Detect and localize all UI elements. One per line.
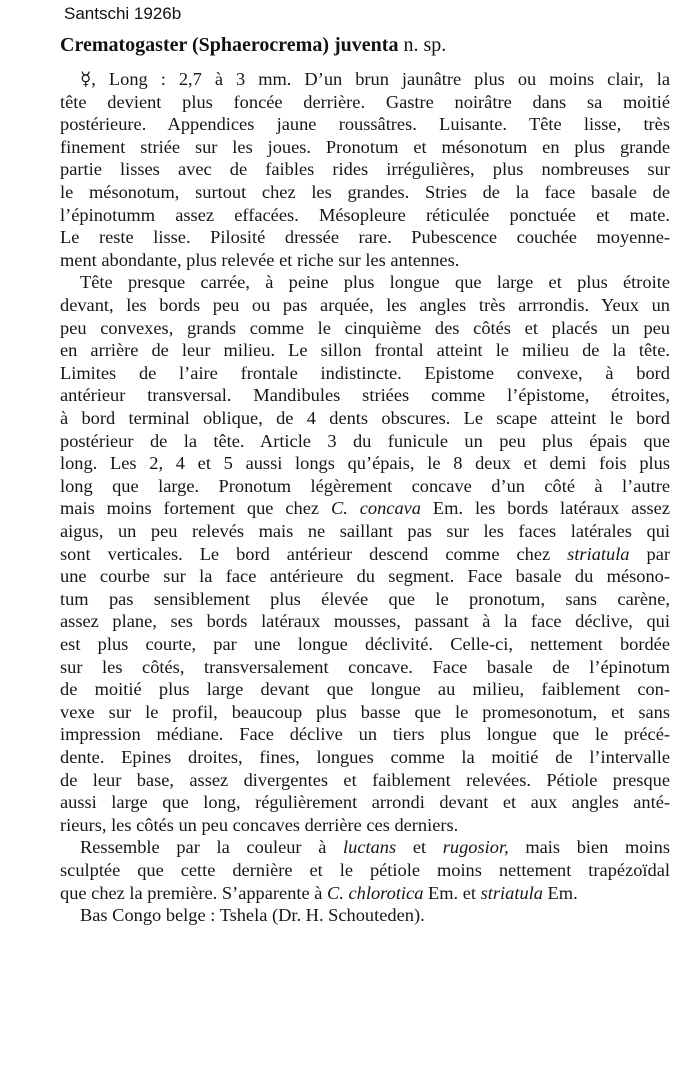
text-line <box>60 249 670 271</box>
text-run: sur les côtés, transversalement concave. Face basale de l’épinotum <box>60 656 670 677</box>
text-line <box>60 882 670 904</box>
text-line <box>60 610 670 632</box>
text-run: sculptée que cette dernière et le pétiole moins nettement trapézoïdal <box>60 860 670 880</box>
text-line <box>60 384 670 406</box>
italic-taxon-name: striatula <box>480 882 543 903</box>
text-run: le mésonotum, surtout chez les grandes. Stries de la face basale de <box>60 182 670 202</box>
text-line <box>60 362 670 384</box>
text-line <box>60 520 670 542</box>
text-line <box>60 339 670 361</box>
text-run: et <box>396 837 443 858</box>
italic-taxon-name: C. chlorotica <box>327 882 424 903</box>
species-title <box>60 34 446 57</box>
text-run: ment abondante, plus relevée et riche sur les antennes. <box>60 249 460 270</box>
text-run: impression médiane. Face déclive un tiers plus longue que le précé- <box>60 724 670 745</box>
text-run: tête devient plus foncée derrière. Gastre noirâtre dans sa moitié <box>60 91 670 112</box>
text-line <box>60 723 670 745</box>
text-run: long que large. Pronotum légèrement concave d’un côté à l’autre <box>60 475 670 496</box>
text-line <box>80 836 670 858</box>
text-run: vexe sur le profil, beaucoup plus basse que le promesonotum, et sans <box>60 701 670 722</box>
text-line <box>60 656 670 678</box>
species-status: n. sp. <box>403 34 447 56</box>
text-run: dente. Epines droites, fines, longues comme la moitié de l’intervalle <box>60 747 670 767</box>
text-run: Bas Congo belge : Tshela (Dr. H. Schouteden). <box>80 905 425 926</box>
text-run: antérieur transversal. Mandibules striées comme l’épistome, étroites, <box>60 385 670 406</box>
text-line <box>60 294 670 316</box>
text-line <box>60 791 670 813</box>
text-run: mais bien moins <box>508 837 671 858</box>
text-run: ☿, Long : 2,7 à 3 mm. D’un brun jaunâtre plus ou moins clair, la <box>80 69 670 89</box>
text-run: de leur base, assez divergentes et faiblement relevées. Pétiole presque <box>60 769 670 790</box>
italic-taxon-name: rugosior, <box>442 837 509 858</box>
text-run: Em. <box>542 882 578 903</box>
text-line <box>60 91 670 113</box>
text-run: Em. les bords latéraux assez <box>421 498 670 519</box>
text-line <box>60 204 670 226</box>
text-run: Le reste lisse. Pilosité dressée rare. Pubescence couchée moyenne- <box>60 227 670 248</box>
text-line <box>80 904 670 926</box>
text-line <box>80 68 670 90</box>
text-run: devant, les bords peu ou pas arquée, les angles très arrrondis. Yeux un <box>60 295 670 315</box>
italic-taxon-name: striatula <box>567 543 630 564</box>
species-name: Crematogaster (Sphaerocrema) juventa <box>60 34 399 56</box>
text-run: tum pas sensiblement plus élevée que le pronotum, sans carène, <box>60 588 670 609</box>
text-line <box>60 701 670 723</box>
text-line <box>60 226 670 248</box>
text-run: aigus, un peu relevés mais ne saillant pas sur les faces latérales qui <box>60 521 670 541</box>
text-run: à bord terminal oblique, de 4 dents obscures. Le scape atteint le bord <box>60 408 670 428</box>
italic-taxon-name: C. concava <box>330 498 421 519</box>
text-run: de moitié plus large devant que longue au milieu, faiblement con- <box>60 679 670 700</box>
text-run: partie lisses avec de faibles rides irrégulières, plus nombreuses sur <box>60 159 670 180</box>
text-run: par <box>629 543 670 564</box>
text-line <box>60 430 670 452</box>
text-run: long. Les 2, 4 et 5 aussi longs qu’épais, le 8 deux et demi fois plus <box>60 453 670 474</box>
text-run: en arrière de leur milieu. Le sillon frontal atteint le milieu de la tête. <box>60 340 670 361</box>
text-run: Limites de l’aire frontale indistincte. Epistome convexe, à bord <box>60 362 670 383</box>
text-line <box>60 136 670 158</box>
text-line <box>60 113 670 135</box>
text-run: sont verticales. Le bord antérieur descend comme chez <box>60 543 568 564</box>
text-line <box>60 543 670 565</box>
text-run: aussi large que long, régulièrement arrondi devant et aux angles anté- <box>60 792 670 813</box>
text-run: peu convexes, grands comme le cinquième des côtés et placés un peu <box>60 317 670 338</box>
text-run: mais moins fortement que chez <box>60 498 331 519</box>
text-line <box>60 475 670 497</box>
text-run: que chez la première. S’apparente à <box>60 882 328 903</box>
text-line <box>60 633 670 655</box>
text-run: Ressemble par la couleur à <box>80 837 344 858</box>
text-run: Tête presque carrée, à peine plus longue que large et plus étroite <box>80 272 670 293</box>
text-line <box>60 746 670 768</box>
source-citation: Santschi 1926b <box>64 4 182 23</box>
text-line <box>60 407 670 429</box>
italic-taxon-name: luctans <box>343 837 397 858</box>
text-line <box>60 678 670 700</box>
text-run: rieurs, les côtés un peu concaves derrière ces derniers. <box>60 814 459 835</box>
text-line <box>60 588 670 610</box>
text-run: postérieure. Appendices jaune roussâtres. Luisante. Tête lisse, très <box>60 114 670 135</box>
text-line <box>60 565 670 587</box>
text-line <box>60 158 670 180</box>
text-line <box>60 769 670 791</box>
text-line <box>60 497 670 519</box>
text-run: assez plane, ses bords latéraux mousses, passant à la face déclive, qui <box>60 611 670 632</box>
text-line <box>60 181 670 203</box>
text-run: postérieur de la tête. Article 3 du funicule un peu plus épais que <box>60 430 670 451</box>
text-run: l’épinotumm assez effacées. Mésopleure réticulée ponctuée et mate. <box>60 204 670 225</box>
text-line <box>60 452 670 474</box>
text-run: une courbe sur la face antérieure du segment. Face basale du mésono- <box>60 566 670 587</box>
text-run: Em. et <box>423 882 481 903</box>
text-run: est plus courte, par une longue déclivité. Celle-ci, nettement bordée <box>60 634 670 654</box>
text-line <box>60 814 670 836</box>
text-run: finement striée sur les joues. Pronotum et mésonotum en plus grande <box>60 136 670 157</box>
text-line <box>60 859 670 881</box>
text-line <box>60 317 670 339</box>
text-line <box>80 271 670 293</box>
